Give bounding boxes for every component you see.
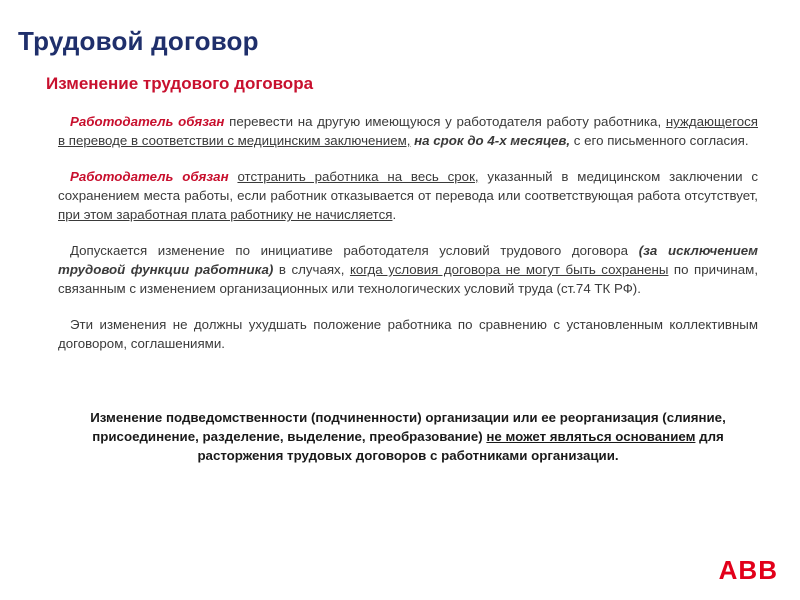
paragraph-contract-change [58, 241, 758, 298]
underlined-text: когда условия договора не могут быть сохранены [349, 262, 669, 277]
text-span: . [392, 207, 397, 222]
slide-title: Трудовой договор [18, 26, 259, 56]
reorganization-note [58, 408, 758, 465]
text-span: Допускается изменение по инициативе работодателя условий трудового договора [70, 243, 639, 258]
underlined-text: нуждающегося в переводе в соответствии с медицинским заключением, [58, 114, 758, 148]
employer-obliged-label: Работодатель обязан [70, 169, 229, 184]
text-span: с его письменного согласия. [570, 133, 749, 148]
text-span: Эти изменения не должны ухудшать положение работника по сравнению с установленным коллективным договором, соглашениями. [58, 317, 758, 351]
employer-obliged-label: Работодатель обязан [70, 114, 225, 129]
emphasized-text: на срок до 4-х месяцев, [414, 133, 571, 148]
paragraph-suspension-duty [58, 167, 758, 224]
paragraph-no-worsening [58, 315, 758, 353]
slide-body [58, 112, 758, 370]
abb-logo: ABB [718, 555, 778, 585]
paragraph-transfer-duty [58, 112, 758, 150]
text-span: Изменение подведомственности (подчиненности) организации или ее реорганизация (слияние, присоединение, разделение, выделение, преобразование) [90, 410, 726, 444]
emphasized-text: (за исключением трудовой функции работника) [58, 243, 759, 277]
underlined-text: при этом заработная плата работнику не начисляется [58, 207, 393, 222]
text-span: указанный в медицинском заключении с сохранением места работы, если работник отказывается от перевода или соответствующая работа отсутствует, [58, 169, 759, 203]
text-span: в случаях, [273, 262, 350, 277]
slide-subtitle: Изменение трудового договора [46, 74, 314, 93]
text-span: перевести на другую имеющуюся у работодателя работу работника, [224, 114, 666, 129]
text-span: по причинам, связанным с изменением организационных или технологических условий труда (ст.74 ТК РФ). [58, 262, 759, 296]
text-span: для расторжения трудовых договоров с работниками организации. [197, 429, 724, 463]
underlined-text: отстранить работника на весь срок, [237, 169, 479, 184]
underlined-text: не может являться основанием [486, 429, 696, 444]
